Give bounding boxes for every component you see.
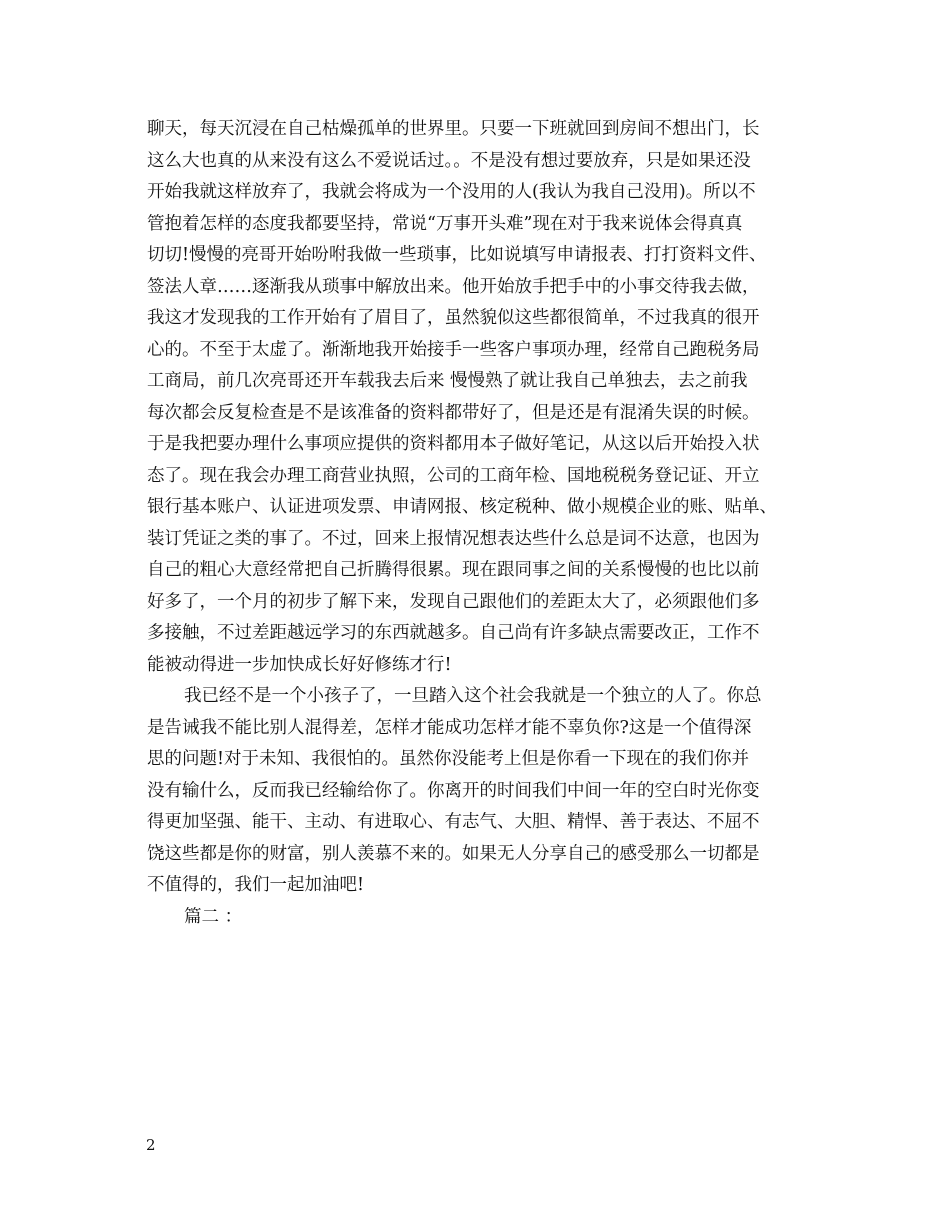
text-line: 聊天，每天沉浸在自己枯燥孤单的世界里。只要一下班就回到房间不想出门，长 [147,119,760,139]
text-line: 多接触，不过差距越远学习的东西就越多。自己尚有许多缺点需要改正，工作不 [147,623,760,643]
text-line: 得更加坚强、能干、主动、有进取心、有志气、大胆、精悍、善于表达、不屈不 [147,812,760,832]
text-line: 饶这些都是你的财富，别人羡慕不来的。如果无人分享自己的感受那么一切都是 [147,843,760,864]
body-text [147,114,827,933]
text-line: 签法人章……逐渐我从琐事中解放出来。他开始放手把手中的小事交待我去做， [147,276,760,297]
text-line: 装订凭证之类的事了。不过，回来上报情况想表达些什么总是词不达意，也因为 [147,528,760,549]
text-line: 好多了，一个月的初步了解下来，发现自己跟他们的差距太大了，必须跟他们多 [147,591,760,612]
text-line: 管抱着怎样的态度我都要坚持，常说“万事开头难”现在对于我来说体会得真真 [147,213,743,234]
text-line: 我已经不是一个小孩子了，一旦踏入这个社会我就是一个独立的人了。你总 [184,686,762,706]
text-line: 态了。现在我会办理工商营业执照，公司的工商年检、国地税税务登记证、开立 [147,465,760,486]
text-line: 开始我就这样放弃了，我就会将成为一个没用的人(我认为我自己没用)。所以不 [147,182,756,202]
text-line: 每次都会反复检查是不是该准备的资料都带好了，但是还是有混淆失误的时候。 [147,402,760,423]
text-line: 篇二 ： [184,906,243,927]
text-line: 心的。不至于太虚了。渐渐地我开始接手一些客户事项办理，经常自己跑税务局 [147,339,760,360]
text-line: 工商局，前几次亮哥还开车载我去后来 慢慢熟了就让我自己单独去，去之前我 [147,371,748,391]
text-line: 这么大也真的从来没有这么不爱说话过。。不是没有想过要放弃，只是如果还没 [147,150,751,171]
text-line: 没有输什么，反而我已经输给你了。你离开的时间我们中间一年的空白时光你变 [147,780,760,801]
text-line: 银行基本账户、认证进项发票、申请网报、核定税种、做小规模企业的账、贴单、 [147,497,777,517]
text-line: 不值得的，我们一起加油吧! [147,875,365,895]
text-line: 自己的粗心大意经常把自己折腾得很累。现在跟同事之间的关系慢慢的也比以前 [147,560,760,580]
text-line: 思的问题!对于未知、我很怕的。虽然你没能考上但是你看一下现在的我们你并 [147,749,750,769]
text-line: 能被动得进一步加快成长好好修练才行! [147,654,452,675]
text-line: 我这才发现我的工作开始有了眉目了，虽然貌似这些都很简单，不过我真的很开 [147,308,760,328]
text-line: 切切!慢慢的亮哥开始吩咐我做一些琐事，比如说填写申请报表、打打资料文件、 [147,245,767,265]
text-line: 于是我把要办理什么事项应提供的资料都用本子做好笔记，从这以后开始投入状 [147,434,760,454]
page-number: 2 [146,1136,156,1154]
text-line: 是告诫我不能比别人混得差，怎样才能成功怎样才能不辜负你?这是一个值得深 [147,717,752,738]
